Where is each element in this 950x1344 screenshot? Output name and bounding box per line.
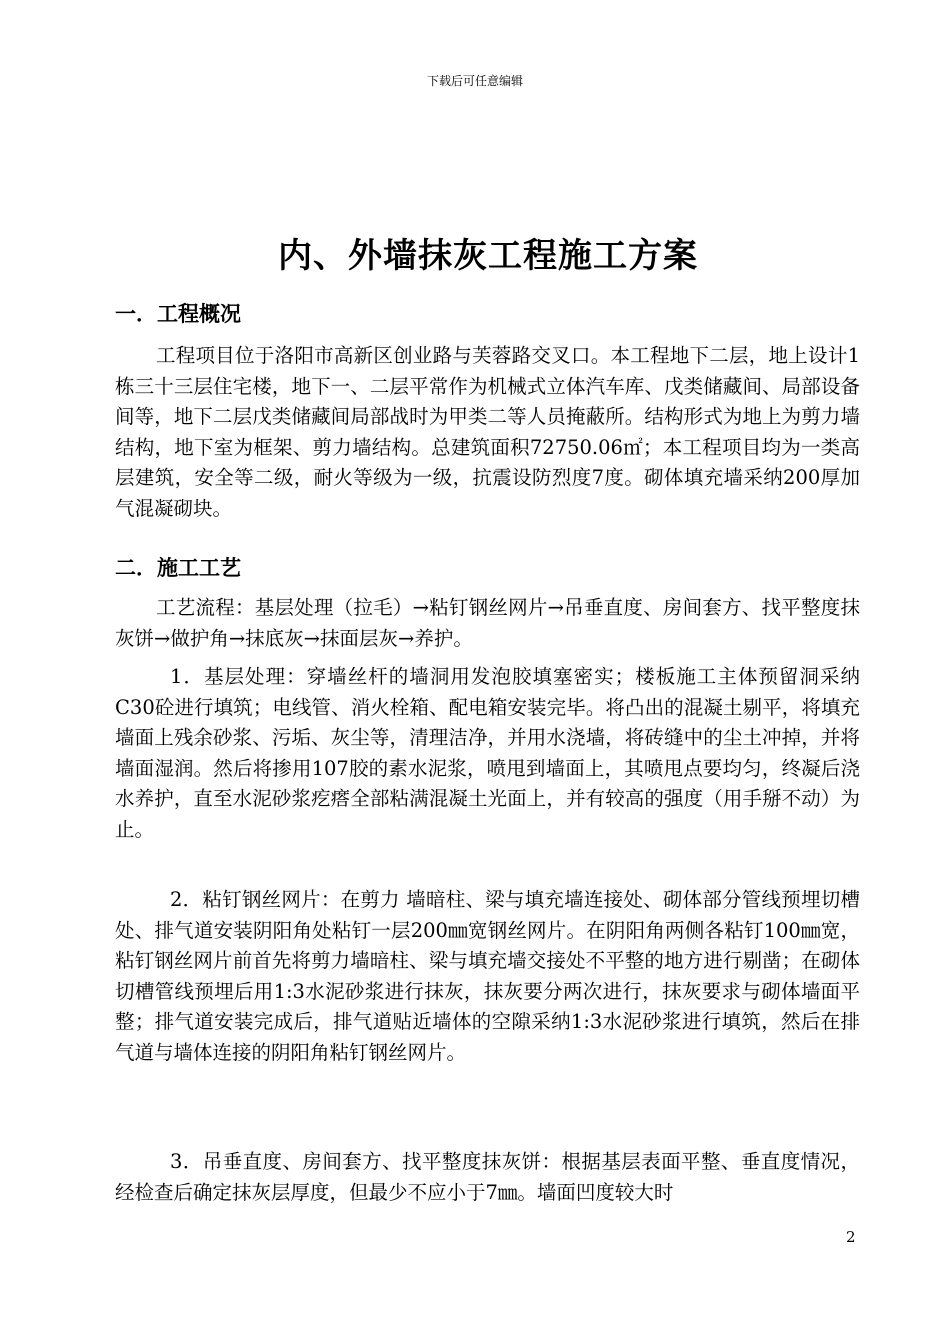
section-heading-overview: 一．工程概况: [115, 301, 241, 326]
paragraph-wire-mesh: 2．粘钉钢丝网片：在剪力 墙暗柱、梁与填充墙连接处、砌体部分管线预埋切槽处、排气道安装阴阳角处粘钉一层200㎜宽钢丝网片。在阴阳角两侧各粘钉100㎜宽，粘钉钢丝网片前首先将剪力墙暗柱、梁与填充墙交接处不平整的地方进行剔凿；在砌体切槽管线预埋后用1:3水泥砂浆进行抹灰，抹灰要分两次进行，抹灰要求与砌体墙面平整；排气道安装完成后，排气道贴近墙体的空隙采纳1:3水泥砂浆进行填筑，然后在排气道与墙体连接的阴阳角粘钉钢丝网片。: [115, 888, 860, 1064]
page-number: 2: [846, 1228, 856, 1246]
paragraph-process-flow: 工艺流程：基层处理（拉毛）→粘钉钢丝网片→吊垂直度、房间套方、找平整度抹灰饼→做护角→抹底灰→抹面层灰→养护。: [115, 596, 860, 650]
paragraph-base-treatment: 1．基层处理：穿墙丝杆的墙洞用发泡胶填塞密实；楼板施工主体预留洞采纳C30砼进行填筑；电线管、消火栓箱、配电箱安装完毕。将凸出的混凝土剔平，将填充墙面上残余砂浆、污垢、灰尘等，清理洁净，并用水浇墙，将砖缝中的尘土冲掉，并将墙面湿润。然后将掺用107胶的素水泥浆，喷甩到墙面上，其喷甩点要均匀，终凝后浇水养护，直至水泥砂浆疙瘩全部粘满混凝土光面上，并有较高的强度（用手掰不动）为止。: [115, 665, 860, 841]
section-heading-process: 二．施工工艺: [115, 555, 241, 580]
paragraph-plumb-check: 3．吊垂直度、房间套方、找平整度抹灰饼：根据基层表面平整、垂直度情况，经检查后确定抹灰层厚度，但最少不应小于7㎜。墙面凹度较大时: [115, 1150, 860, 1204]
header-note: 下载后可任意编辑: [426, 74, 523, 88]
document-title: 内、外墙抹灰工程施工方案: [278, 236, 698, 276]
paragraph-project-overview: 工程项目位于洛阳市高新区创业路与芙蓉路交叉口。本工程地下二层，地上设计1栋三十三层住宅楼，地下一、二层平常作为机械式立体汽车库、戊类储藏间、局部设备间等，地下二层戊类储藏间局部战时为甲类二等人员掩蔽所。结构形式为地上为剪力墙结构，地下室为框架、剪力墙结构。总建筑面积72750.06㎡；本工程项目均为一类高层建筑，安全等二级，耐火等级为一级，抗震设防烈度7度。砌体填充墙采纳200厚加气混凝砌块。: [115, 344, 860, 520]
